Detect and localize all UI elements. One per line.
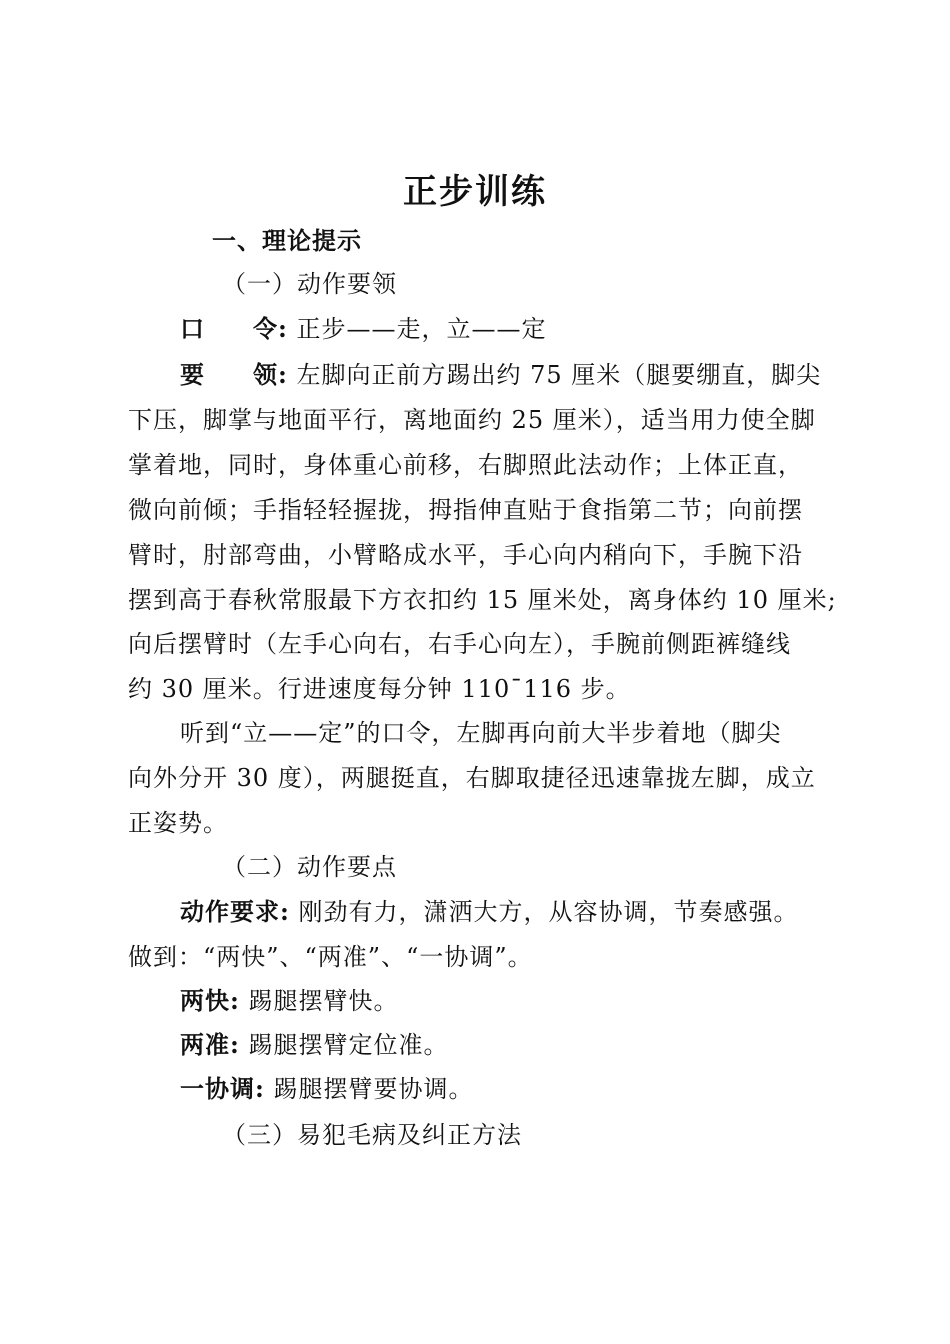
two-fast-paragraph [180,987,399,1015]
essential-label-a: 要 [180,360,205,389]
halt-line: 向外分开 30 度），两腿挺直，右脚取捷径迅速靠拢左脚，成立 [128,764,816,792]
command-paragraph [180,315,547,343]
two-accurate-text: 踢腿摆臂定位准。 [248,1031,449,1059]
essential-line: 臂时，肘部弯曲，小臂略成水平，手心向内稍向下，手腕下沿 [128,541,803,569]
essential-line: 约 30 厘米。行进速度每分钟 110¯116 步。 [128,675,631,703]
requirement-paragraph [180,898,799,926]
command-label-a: 口 [180,314,205,343]
essential-line: 微向前倾；手指轻轻握拢，拇指伸直贴于食指第二节；向前摆 [128,496,803,524]
command-text: 正步——走，立——定 [296,315,547,343]
subsection-heading-common-errors: （三）易犯毛病及纠正方法 [222,1121,522,1149]
essential-first-line [180,361,821,389]
command-label-b: 令: [253,314,288,343]
two-fast-text: 踢腿摆臂快。 [248,987,399,1015]
two-accurate-paragraph [180,1031,449,1059]
two-fast-label: 两快: [180,986,240,1015]
subsection-heading-essentials: （一）动作要领 [222,270,397,298]
section-heading-theory: 一、理论提示 [212,226,362,255]
two-accurate-label: 两准: [180,1030,240,1059]
essential-line: 左脚向正前方踢出约 75 厘米（腿要绷直，脚尖 [296,361,822,389]
one-coordination-text: 踢腿摆臂要协调。 [273,1075,474,1103]
page-title: 正步训练 [403,172,547,212]
one-coordination-label: 一协调: [180,1074,265,1103]
essential-line: 向后摆臂时（左手心向右，右手心向左），手腕前侧距裤缝线 [128,630,791,658]
essential-line: 下压，脚掌与地面平行，离地面约 25 厘米），适当用力使全脚 [128,406,816,434]
requirement-line: 刚劲有力，潇洒大方，从容协调，节奏感强。 [298,898,799,926]
halt-line: 正姿势。 [128,809,228,837]
essential-line: 摆到高于春秋常服最下方衣扣约 15 厘米处，离身体约 10 厘米; [128,586,837,614]
one-coordination-paragraph [180,1075,474,1103]
subsection-heading-key-points: （二）动作要点 [222,853,397,881]
requirement-label: 动作要求: [180,897,290,926]
essential-line: 掌着地，同时，身体重心前移，右脚照此法动作；上体正直， [128,451,803,479]
requirement-line: 做到：“两快”、“两准”、“一协调”。 [128,943,533,971]
halt-line: 听到“立——定”的口令，左脚再向前大半步着地（脚尖 [180,719,782,747]
essential-label-b: 领: [253,360,288,389]
